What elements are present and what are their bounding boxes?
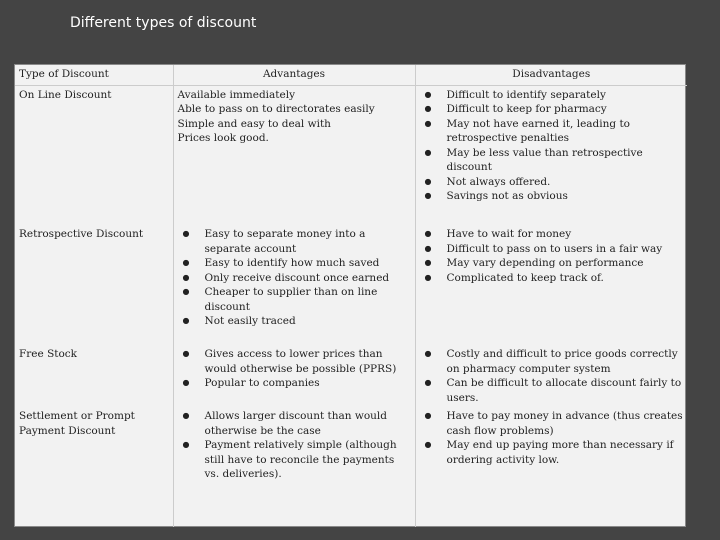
- list-item: ● Difficult to keep for pharmacy: [424, 103, 607, 115]
- bullet-icon: ●: [182, 316, 190, 325]
- bullet-icon: ●: [182, 378, 190, 387]
- discount-table: [15, 65, 687, 527]
- list-item: ● May not have earned it, leading to retrospective penalties: [424, 117, 630, 144]
- bullet-icon: ●: [424, 411, 432, 420]
- bullet-icon: ●: [424, 89, 432, 99]
- bullet-icon: ●: [424, 147, 432, 157]
- list-item: ● May end up paying more than necessary if ordering activity low.: [424, 439, 674, 466]
- bullet-icon: ●: [424, 349, 432, 358]
- table-header-row: [15, 65, 687, 85]
- list-item: ● Easy to identify how much saved: [182, 257, 380, 269]
- list-item: ● Costly and difficult to price goods correctly on pharmacy computer system: [424, 348, 678, 375]
- header-disadvantages: Disadvantages: [415, 65, 687, 85]
- bullet-icon: ●: [182, 258, 190, 267]
- list-item: ● Savings not as obvious: [424, 190, 568, 202]
- discount-type: Free Stock: [15, 345, 173, 407]
- advantage-line: Available immediately: [177, 88, 296, 101]
- bullet-icon: ●: [424, 243, 432, 253]
- bullet-icon: ●: [182, 287, 190, 296]
- discount-type: On Line Discount: [15, 85, 173, 225]
- bullet-icon: ●: [424, 118, 432, 128]
- list-item: ● May be less value than retrospective discount: [424, 146, 643, 173]
- discount-type: Retrospective Discount: [15, 225, 173, 345]
- slide-title: Different types of discount: [70, 15, 257, 31]
- advantage-line: Prices look good.: [177, 132, 269, 144]
- bullet-icon: ●: [424, 378, 432, 387]
- list-item: ● Not always offered.: [424, 175, 551, 188]
- disadvantages-cell: [415, 345, 687, 407]
- list-item: ● Difficult to pass on to users in a fair way: [424, 242, 663, 255]
- list-item: ● Complicated to keep track of.: [424, 271, 604, 284]
- table-row: [15, 225, 687, 345]
- table-row: [15, 85, 687, 225]
- header-type: Type of Discount: [15, 65, 173, 85]
- bullet-icon: ●: [424, 440, 432, 449]
- advantages-cell: [173, 407, 415, 527]
- header-advantages: Advantages: [173, 65, 415, 85]
- list-item: ● Payment relatively simple (although still have to reconcile the payments vs. deliveries).: [182, 439, 397, 480]
- discount-type: Settlement or Prompt Payment Discount: [15, 407, 173, 527]
- bullet-icon: ●: [182, 411, 190, 420]
- disadvantages-cell: [415, 407, 687, 527]
- bullet-icon: ●: [424, 104, 432, 113]
- list-item: ● Easy to separate money into a separate account: [182, 228, 366, 255]
- disadvantages-cell: [415, 85, 687, 225]
- disadvantages-cell: [415, 225, 687, 345]
- bullet-icon: ●: [182, 349, 190, 358]
- advantage-line: Able to pass on to directorates easily: [177, 103, 375, 115]
- table-row: [15, 407, 687, 527]
- bullet-icon: ●: [424, 258, 432, 267]
- bullet-icon: ●: [182, 440, 190, 449]
- list-item: ● Have to wait for money: [424, 228, 572, 240]
- list-item: ● Gives access to lower prices than would otherwise be possible (PPRS): [182, 348, 397, 375]
- discount-table-panel: [14, 64, 686, 527]
- list-item: ● Only receive discount once earned: [182, 271, 390, 284]
- list-item: ● Have to pay money in advance (thus creates cash flow problems): [424, 410, 683, 437]
- advantages-cell: [173, 345, 415, 407]
- list-item: ● Can be difficult to allocate discount fairly to users.: [424, 377, 682, 404]
- bullet-icon: ●: [182, 229, 190, 238]
- advantages-cell: [173, 225, 415, 345]
- bullet-icon: ●: [424, 272, 432, 282]
- list-item: ● Allows larger discount than would otherwise be the case: [182, 410, 388, 437]
- list-item: ● Difficult to identify separately: [424, 88, 606, 101]
- advantage-line: Simple and easy to deal with: [177, 117, 331, 130]
- table-row: [15, 345, 687, 407]
- list-item: ● Cheaper to supplier than on line discount: [182, 286, 378, 313]
- list-item: ● May vary depending on performance: [424, 257, 644, 269]
- list-item: ● Popular to companies: [182, 377, 320, 389]
- advantages-cell: [173, 85, 415, 225]
- bullet-icon: ●: [182, 272, 190, 282]
- bullet-icon: ●: [424, 191, 432, 200]
- bullet-icon: ●: [424, 176, 432, 186]
- list-item: ● Not easily traced: [182, 315, 296, 327]
- bullet-icon: ●: [424, 229, 432, 238]
